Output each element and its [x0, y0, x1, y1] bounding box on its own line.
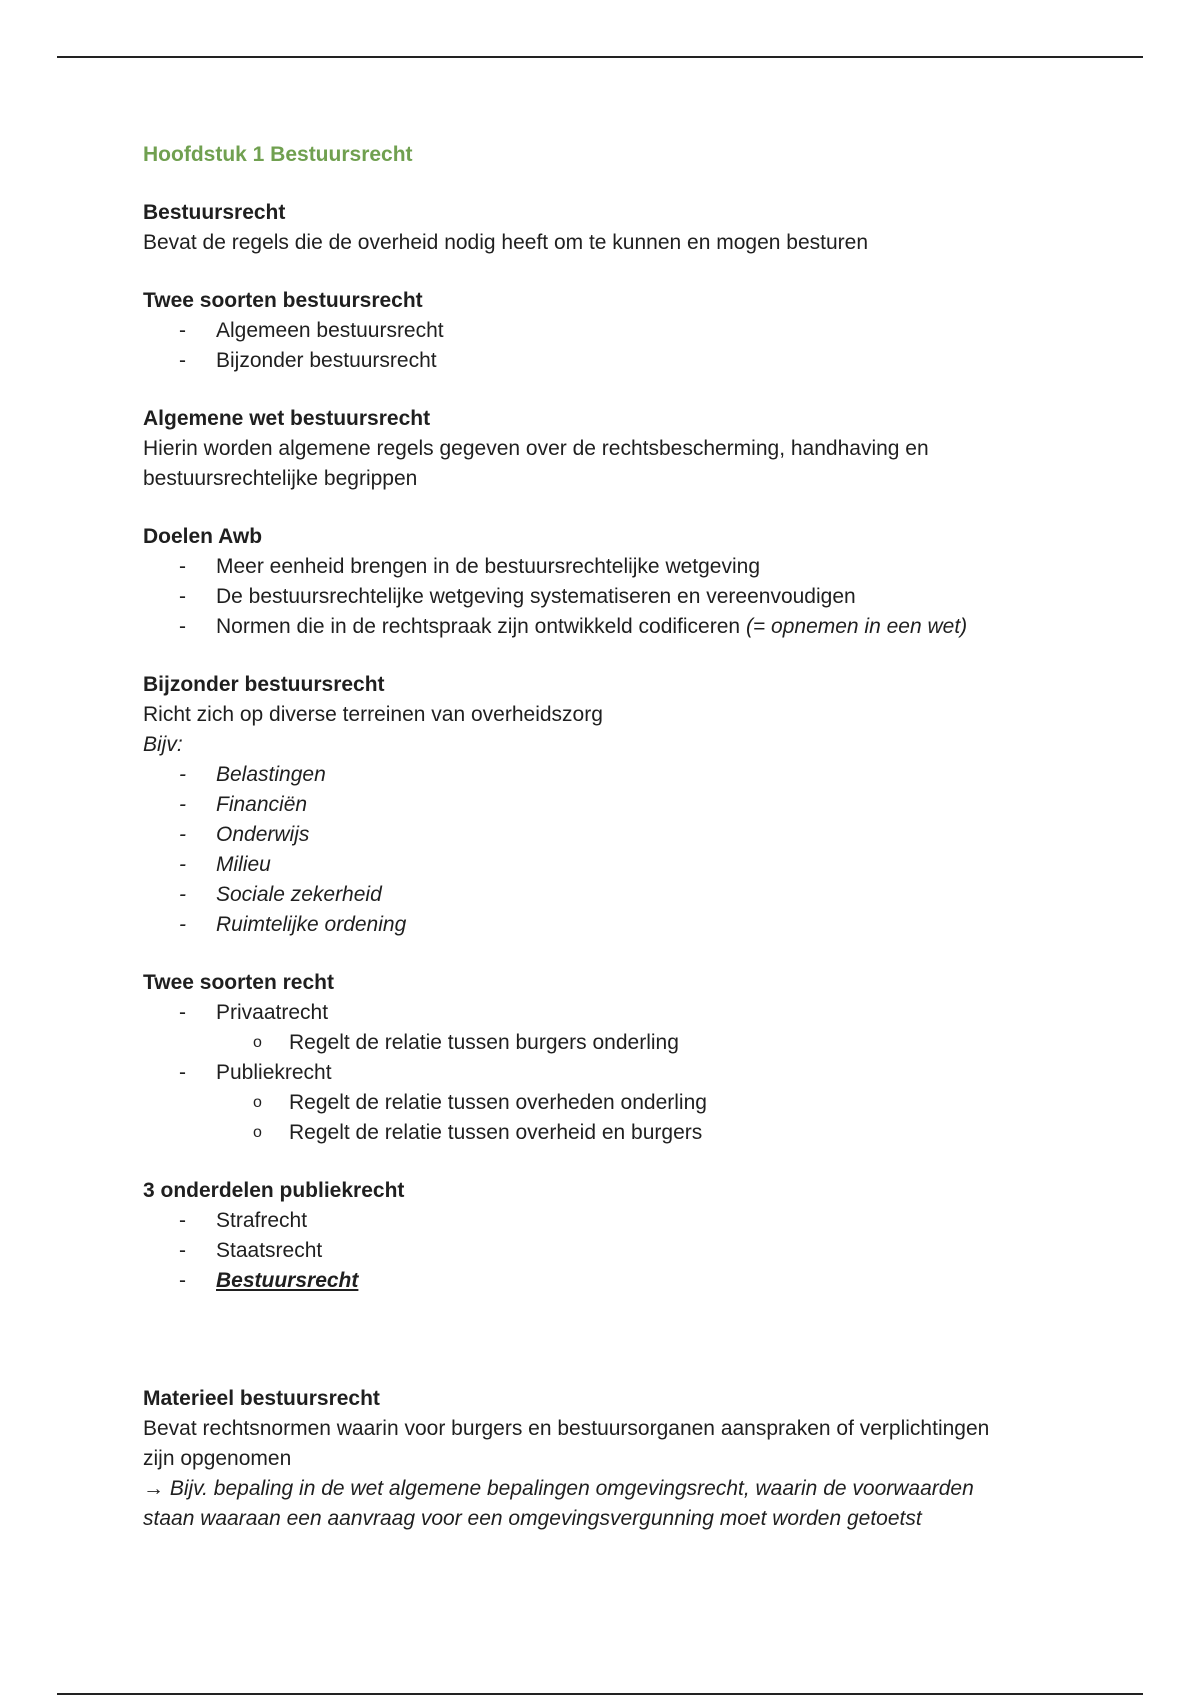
sub-list-item-text: Regelt de relatie tussen overheden onderling [289, 1091, 707, 1114]
list-item-text: Sociale zekerheid [216, 883, 382, 906]
dash-marker: - [179, 349, 186, 372]
list-item-note: (= opnemen in een wet) [745, 615, 968, 638]
section-twee-soorten-recht [143, 968, 1093, 1148]
list-item [143, 346, 1093, 376]
dash-marker: - [179, 615, 186, 638]
sub-list-item [143, 1088, 1093, 1118]
section-heading: Bijzonder bestuursrecht [143, 673, 385, 696]
list-item [143, 1058, 1093, 1148]
dash-list [143, 552, 1093, 642]
dash-marker: - [179, 1209, 186, 1232]
section-text: Richt zich op diverse terreinen van overheidszorg [143, 703, 603, 726]
dash-marker: - [179, 1269, 186, 1292]
sub-list-item-text: Regelt de relatie tussen overheid en burgers [289, 1121, 703, 1144]
list-item [143, 1266, 1093, 1296]
section-awb [143, 404, 1093, 494]
section-heading: Twee soorten bestuursrecht [143, 289, 423, 312]
list-item-text: Bijzonder bestuursrecht [216, 349, 437, 372]
section-onderdelen-publiekrecht [143, 1176, 1093, 1296]
list-item-text: Milieu [216, 853, 271, 876]
list-item-text: De bestuursrechtelijke wetgeving systematiseren en vereenvoudigen [216, 585, 856, 608]
list-item [143, 1206, 1093, 1236]
sub-list-item-text: Regelt de relatie tussen burgers onderling [289, 1031, 679, 1054]
circle-marker: o [253, 1034, 262, 1051]
list-item-text: Publiekrecht [216, 1061, 332, 1084]
section-text-line: bestuursrechtelijke begrippen [143, 467, 418, 490]
list-item-text: Ruimtelijke ordening [216, 913, 407, 936]
list-item-text: Meer eenheid brengen in de bestuursrechtelijke wetgeving [216, 555, 761, 578]
example-line: staan waaraan een aanvraag voor een omgevingsvergunning moet worden getoetst [143, 1507, 922, 1530]
dash-marker: - [179, 555, 186, 578]
section-heading: Materieel bestuursrecht [143, 1387, 380, 1410]
list-item-text: Algemeen bestuursrecht [216, 319, 444, 342]
circle-marker: o [253, 1094, 262, 1111]
example-line [143, 1474, 1093, 1504]
dash-marker: - [179, 1061, 186, 1084]
dash-marker: - [179, 853, 186, 876]
document-body [143, 140, 1093, 1562]
section-text-line: zijn opgenomen [143, 1447, 292, 1470]
list-item [143, 760, 1093, 790]
dash-marker: - [179, 883, 186, 906]
list-item-text-emphasized: Bestuursrecht [216, 1269, 359, 1292]
list-item [143, 850, 1093, 880]
bottom-rule [57, 1693, 1143, 1695]
list-item [143, 790, 1093, 820]
section-heading: Doelen Awb [143, 525, 263, 548]
dash-marker: - [179, 913, 186, 936]
dash-marker: - [179, 1239, 186, 1262]
list-item-text: Privaatrecht [216, 1001, 329, 1024]
section-heading: Algemene wet bestuursrecht [143, 407, 431, 430]
arrow-icon: → [143, 1477, 164, 1500]
example-text: Bijv. bepaling in de wet algemene bepalingen omgevingsrecht, waarin de voorwaarden [169, 1477, 974, 1500]
chapter-title: Hoofdstuk 1 Bestuursrecht [143, 143, 413, 166]
list-item-text: Staatsrecht [216, 1239, 323, 1262]
list-item [143, 552, 1093, 582]
list-item [143, 880, 1093, 910]
example-label: Bijv: [143, 733, 183, 756]
list-item-text: Financiën [216, 793, 308, 816]
dash-marker: - [179, 763, 186, 786]
sub-list-item [143, 1028, 1093, 1058]
list-item [143, 316, 1093, 346]
dash-list [143, 316, 1093, 376]
section-text: Bevat de regels die de overheid nodig heeft om te kunnen en mogen besturen [143, 231, 869, 254]
section-materieel-bestuursrecht [143, 1384, 1093, 1534]
dash-list [143, 1206, 1093, 1296]
spacer [143, 1324, 1093, 1384]
list-item [143, 998, 1093, 1058]
sub-list [216, 1028, 1093, 1058]
dash-marker: - [179, 793, 186, 816]
section-text-line: Hierin worden algemene regels gegeven over de rechtsbescherming, handhaving en [143, 437, 929, 460]
list-item [143, 582, 1093, 612]
list-item-text: Normen die in de rechtspraak zijn ontwikkeld codificeren [216, 615, 741, 638]
top-rule [57, 56, 1143, 58]
list-item-text: Belastingen [216, 763, 326, 786]
dash-marker: - [179, 319, 186, 342]
section-twee-soorten-bestuursrecht [143, 286, 1093, 376]
circle-marker: o [253, 1124, 262, 1141]
section-heading: 3 onderdelen publiekrecht [143, 1179, 405, 1202]
sub-list [216, 1088, 1093, 1148]
list-item [143, 1236, 1093, 1266]
section-bijzonder-bestuursrecht [143, 670, 1093, 940]
section-text-line: Bevat rechtsnormen waarin voor burgers en bestuursorganen aanspraken of verplichtingen [143, 1417, 990, 1440]
list-item [143, 910, 1093, 940]
list-item-text: Onderwijs [216, 823, 310, 846]
dash-list [143, 998, 1093, 1148]
section-heading: Twee soorten recht [143, 971, 334, 994]
dash-list [143, 760, 1093, 940]
list-item [143, 612, 1093, 642]
sub-list-item [143, 1118, 1093, 1148]
section-heading: Bestuursrecht [143, 201, 286, 224]
list-item [143, 820, 1093, 850]
list-item-text: Strafrecht [216, 1209, 308, 1232]
dash-marker: - [179, 823, 186, 846]
section-bestuursrecht [143, 198, 1093, 258]
dash-marker: - [179, 585, 186, 608]
dash-marker: - [179, 1001, 186, 1024]
section-doelen-awb [143, 522, 1093, 642]
